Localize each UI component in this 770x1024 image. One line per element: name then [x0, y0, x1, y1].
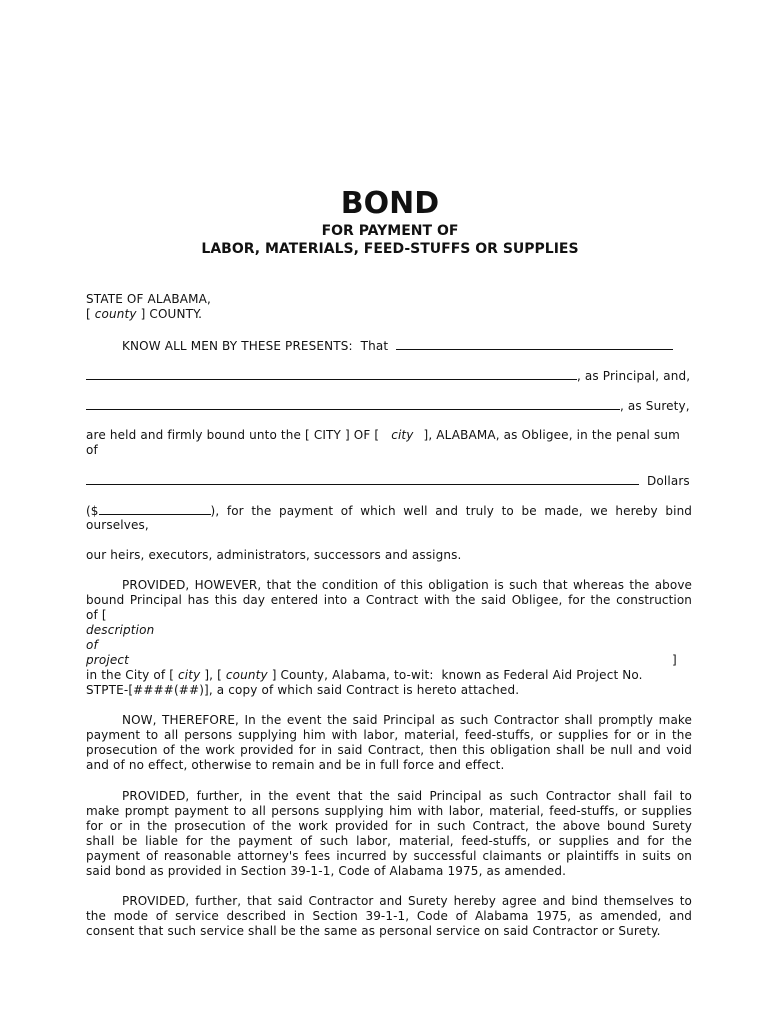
surety-line [86, 398, 690, 414]
penal-sum-amount-blank[interactable] [99, 503, 211, 515]
project-description-close-bracket: ] [672, 653, 677, 667]
amount-line [86, 503, 692, 519]
provided-3-line-1: PROVIDED, further, that said Contractor and Surety hereby agree and bind themselves to [122, 894, 692, 908]
document-subtitle-2: LABOR, MATERIALS, FEED-STUFFS OR SUPPLIES [201, 241, 579, 257]
county-line [86, 307, 202, 322]
amount-open: ($ [86, 504, 99, 518]
surety-name-blank[interactable] [86, 398, 620, 410]
project-description-placeholder-1 [86, 623, 154, 638]
project-description-placeholder-2 [86, 638, 98, 653]
dollars-line [86, 473, 690, 489]
project-description-word-1: description [86, 623, 155, 637]
city-placeholder: city [178, 668, 201, 682]
project-number-text: ] County, Alabama, to-wit: known as Federal Aid Project No. [267, 668, 643, 682]
provided-3-line-2: the mode of service described in Section 39-1-1, Code of Alabama 1975, as amended, and [86, 909, 692, 923]
know-all-line [122, 338, 673, 354]
amount-rest: ), for the payment of which well and truly to be made, we hereby bind [210, 504, 692, 518]
document-subtitle: FOR PAYMENT OF [321, 223, 459, 239]
of-line: of [86, 443, 98, 457]
provided-1-line-4 [86, 668, 643, 683]
know-all-text: KNOW ALL MEN BY THESE PRESENTS: That [122, 339, 389, 353]
ourselves-line: ourselves, [86, 518, 149, 532]
county-open: [ [86, 307, 95, 321]
surety-suffix: , as Surety, [620, 399, 690, 413]
principal-name-blank-2[interactable] [86, 368, 577, 380]
provided-1-line-2: bound Principal has this day entered into a Contract with the said Obligee, for the construction [86, 593, 692, 607]
provided-2-line-2: make prompt payment to all persons supplying him with labor, material, feed-stuffs, or supplies [86, 804, 692, 818]
penal-sum-words-blank[interactable] [86, 473, 639, 485]
county-placeholder-2: county [225, 668, 268, 682]
principal-line [86, 368, 690, 384]
city-of-text: in the City of [ [86, 668, 179, 682]
held-bound-text-a: are held and firmly bound unto the [ CITY ] OF [ [86, 428, 380, 442]
project-description-placeholder-3 [86, 653, 129, 668]
state-line: STATE OF ALABAMA, [86, 292, 211, 306]
county-placeholder: county [94, 307, 137, 321]
held-bound-text-b: ], ALABAMA, as Obligee, in the penal sum [423, 428, 680, 442]
heirs-line: our heirs, executors, administrators, successors and assigns. [86, 548, 462, 562]
provided-1-line-1: PROVIDED, HOWEVER, that the condition of this obligation is such that whereas the above [122, 578, 692, 592]
document-title: BOND [340, 186, 440, 221]
held-city-placeholder: city [391, 428, 414, 442]
project-description-word-2: of [86, 638, 98, 652]
held-bound-line [86, 428, 680, 443]
dollars-label: Dollars [647, 474, 690, 488]
city-county-sep: ], [ [200, 668, 226, 682]
now-therefore-line-1: NOW, THEREFORE, In the event the said Principal as such Contractor shall promptly make [122, 713, 692, 727]
provided-2-line-1: PROVIDED, further, in the event that the said Principal as such Contractor shall fail to [122, 789, 692, 803]
project-description-word-3: project [86, 653, 129, 667]
provided-2-line-4: shall be liable for the payment of such labor, material, feed-stuffs, or supplies and for the [86, 834, 692, 848]
provided-1-line-5: STPTE-[####(##)], a copy of which said Contract is hereto attached. [86, 683, 520, 697]
principal-name-blank-1[interactable] [396, 338, 673, 350]
principal-suffix: , as Principal, and, [577, 369, 691, 383]
now-therefore-line-4: and of no effect, otherwise to remain and be in full force and effect. [86, 758, 505, 772]
now-therefore-line-3: prosecution of the work provided for in said Contract, then this obligation shall be null and void [86, 743, 692, 757]
county-close: ] COUNTY. [136, 307, 203, 321]
provided-2-line-5: payment of reasonable attorney's fees incurred by successful claimants or plaintiffs in suits on [86, 849, 692, 863]
now-therefore-line-2: payment to all persons supplying him with labor, material, feed-stuffs, or supplies for or in the [86, 728, 692, 742]
provided-2-line-3: for or in the prosecution of the work provided for in such Contract, the above bound Surety [86, 819, 692, 833]
provided-2-line-6: said bond as provided in Section 39-1-1, Code of Alabama 1975, as amended. [86, 864, 567, 878]
provided-3-line-3: consent that such service shall be the same as personal service on said Contractor or Surety. [86, 924, 661, 938]
provided-1-line-3: of [ [86, 608, 107, 622]
